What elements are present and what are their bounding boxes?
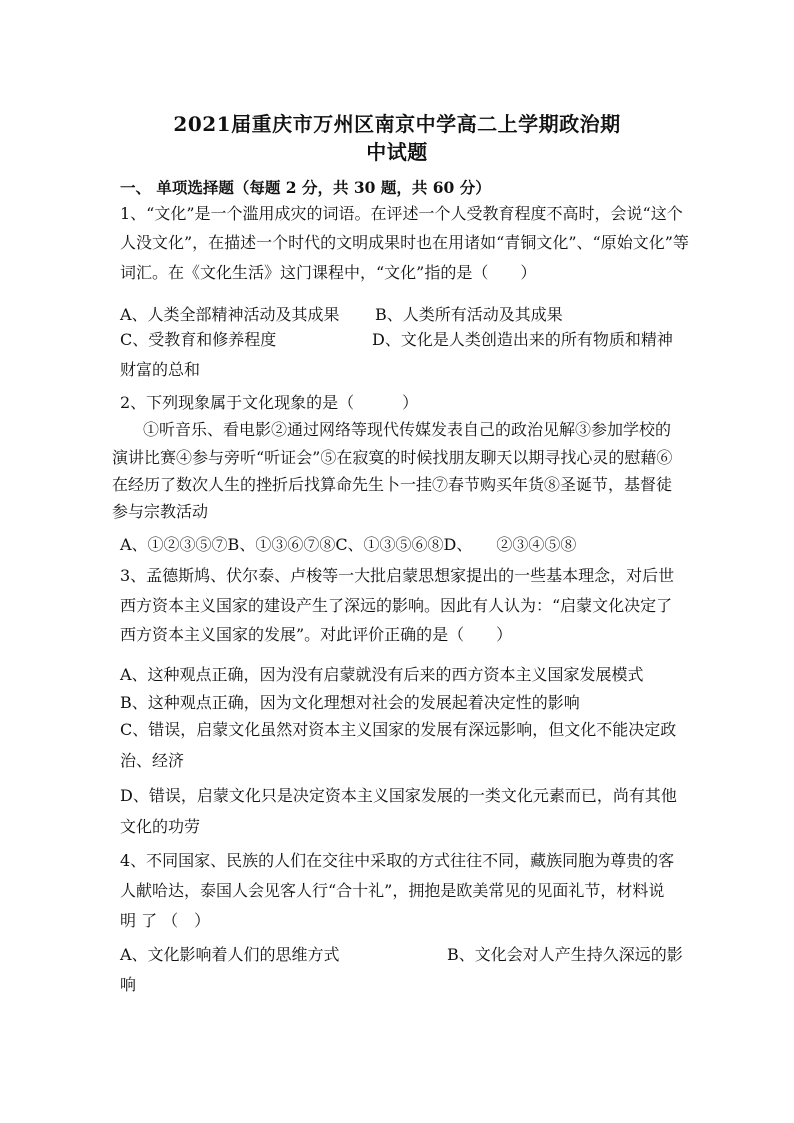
q1-option-b: B、人类所有活动及其成果 <box>375 305 563 324</box>
q4-option-b-line-1: B、文化会对人产生持久深远的影 <box>447 945 683 964</box>
q4-stem-line-1: 4、不同国家、民族的人们在交往中采取的方式往往不同，藏族同胞为尊贵的客 <box>120 851 675 870</box>
q1-stem-line-2: 人没文化”，在描述一个时代的文明成果时也在用诸如“青铜文化”、“原始文化”等 <box>120 233 689 252</box>
q3-stem-line-1: 3、孟德斯鸠、伏尔泰、卢梭等一大批启蒙思想家提出的一些基本理念，对后世 <box>120 566 675 585</box>
page-title-line-1: 2021届重庆市万州区南京中学高二上学期政治期 <box>173 112 621 136</box>
q1-option-a: A、人类全部精神活动及其成果 <box>120 305 340 324</box>
q4-stem-line-3: 明 了 （ ） <box>120 911 211 930</box>
q4-option-b-line-2: 响 <box>120 975 137 994</box>
q2-options: A、①②③⑤⑦B、①③⑥⑦⑧C、①③⑤⑥⑧D、 ②③④⑤⑧ <box>120 535 577 554</box>
q2-stem-line-5: 参与宗教活动 <box>112 502 209 521</box>
q3-option-d-line-2: 文化的功劳 <box>120 817 201 836</box>
q3-option-d-line-1: D、错误，启蒙文化只是决定资本主义国家发展的一类文化元素而已，尚有其他 <box>120 786 677 805</box>
q2-stem-line-4: 在经历了数次人生的挫折后找算命先生卜一挂⑦春节购买年货⑧圣诞节，基督徒 <box>112 475 673 494</box>
q3-option-b: B、这种观点正确，因为文化理想对社会的发展起着决定性的影响 <box>120 693 580 712</box>
q4-stem-line-2: 人献哈达，泰国人会见客人行“合十礼”，拥抱是欧美常见的见面礼节，材料说 <box>120 881 665 900</box>
q1-option-c: C、受教育和修养程度 <box>120 330 277 349</box>
q1-option-d-line-1: D、文化是人类创造出来的所有物质和精神 <box>372 330 673 349</box>
q4-option-a: A、文化影响着人们的思维方式 <box>120 945 340 964</box>
page-title-line-2: 中试题 <box>366 140 428 164</box>
section-heading: 一、 单项选择题（每题 2 分，共 30 题，共 60 分） <box>120 178 491 197</box>
q3-stem-line-2: 西方资本主义国家的建设产生了深远的影响。因此有人认为：“启蒙文化决定了 <box>120 596 673 615</box>
q1-option-d-line-2: 财富的总和 <box>120 360 201 379</box>
q3-option-c-line-2: 治、经济 <box>120 751 185 770</box>
q3-option-c-line-1: C、错误，启蒙文化虽然对资本主义国家的发展有深远影响，但文化不能决定政 <box>120 720 677 739</box>
q3-option-a: A、这种观点正确，因为没有启蒙就没有后来的西方资本主义国家发展模式 <box>120 665 644 684</box>
q3-stem-line-3: 西方资本主义国家的发展”。对此评价正确的是（ ） <box>120 625 513 644</box>
q2-stem-line-1: 2、下列现象属于文化现象的是（ ） <box>120 393 419 412</box>
q2-stem-line-3: 演讲比赛④参与旁听“听证会”⑤在寂寞的时候找朋友聊天以期寻找心灵的慰藉⑥ <box>112 448 673 467</box>
q2-stem-line-2: ①听音乐、看电影②通过网络等现代传媒发表自己的政治见解③参加学校的 <box>143 420 672 439</box>
q1-stem-line-1: 1、“文化”是一个滥用成灾的词语。在评述一个人受教育程度不高时，会说“这个 <box>120 204 683 223</box>
q1-stem-line-3: 词汇。在《文化生活》这门课程中，“文化”指的是（ ） <box>120 263 537 282</box>
